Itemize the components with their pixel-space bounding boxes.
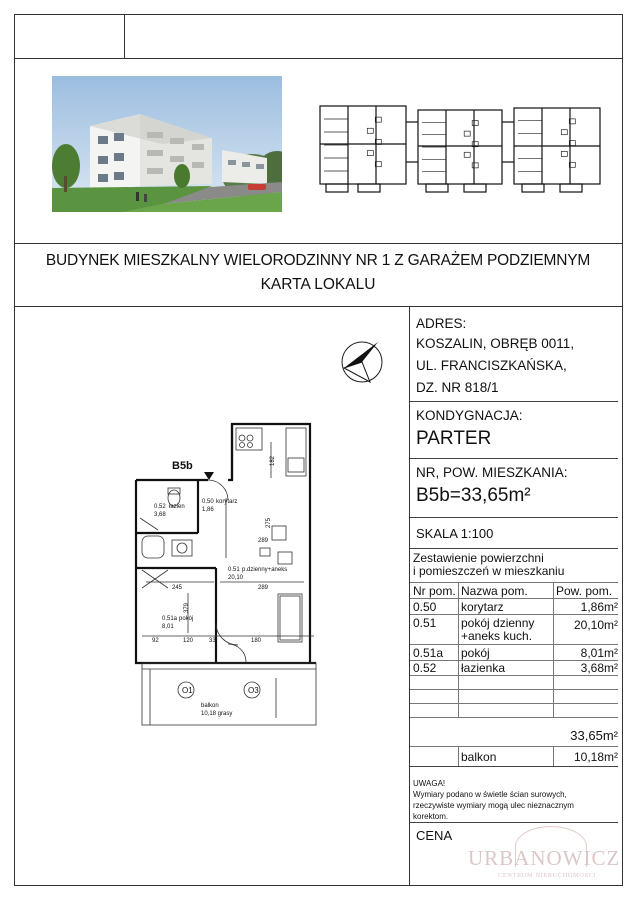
plan-room-051a-no: 0.51a <box>162 616 178 622</box>
plan-dim-1: 245 <box>172 585 183 591</box>
apartment-label: NR, POW. MIESZKANIA: <box>416 465 568 480</box>
row-4-no: 0.52 <box>413 661 437 675</box>
balcony-area: 10,18m² <box>573 750 618 764</box>
balcony-col-sep-1 <box>458 746 459 766</box>
info-column-divider <box>409 306 410 885</box>
empty-row-3 <box>410 717 618 718</box>
col-sep-2 <box>553 582 554 717</box>
row-2-divider <box>410 644 618 645</box>
floor-value: PARTER <box>416 428 492 449</box>
watermark-subtext: CENTRUM NIERUCHOMOŚCI <box>498 872 597 879</box>
balcony-label: balkon <box>461 750 497 764</box>
frame-right <box>622 14 623 886</box>
document-title: BUDYNEK MIESZKALNY WIELORODZINNY NR 1 Z GARAŻEM PODZIEMNYM <box>45 252 591 269</box>
floor-label: KONDYGNACJA: <box>416 408 523 423</box>
divider-scale <box>410 548 618 549</box>
note-line-2: rzeczywiste wymiary mogą ulec nieznacznym <box>413 801 574 810</box>
row-4-name: łazienka <box>461 661 506 675</box>
plan-room-051a-area: 8,01 <box>162 624 174 630</box>
divider-address <box>410 401 618 402</box>
frame-bottom <box>14 885 623 886</box>
address-line-2: UL. FRANCISZKAŃSKA, <box>416 358 567 373</box>
plan-dim-9: 275 <box>266 517 273 529</box>
plan-room-051a-name: pokój <box>179 616 194 622</box>
note-label: UWAGA! <box>413 779 446 788</box>
summary-heading-2: i pomieszczeń w mieszkaniu <box>413 564 565 578</box>
top-strip-cell-divider <box>124 14 125 58</box>
plan-dim-6: 180 <box>251 638 262 644</box>
plan-dim-10: 182 <box>270 455 277 467</box>
row-4-area: 3,68m² <box>580 661 618 675</box>
plan-room-052-area: 3,68 <box>154 512 166 518</box>
title-band-bottom <box>14 306 623 307</box>
summary-header-top <box>410 582 618 583</box>
summary-header-bottom <box>410 598 618 599</box>
plan-room-050-name: korytarz <box>216 499 238 505</box>
col-sep-1 <box>458 582 459 717</box>
balcony-divider <box>410 766 618 767</box>
building-rendering-image <box>52 76 282 212</box>
price-label: CENA <box>416 828 453 843</box>
total-area: 33,65m² <box>570 728 618 743</box>
plan-marker-o1: O1 <box>182 686 193 695</box>
plan-balcony-name: balkon <box>201 703 219 709</box>
plan-unit-label: B5b <box>172 460 193 472</box>
scale-label: SKALA 1:100 <box>416 526 494 541</box>
row-1-name: korytarz <box>461 600 504 614</box>
summary-heading-1: Zestawienie powierzchni <box>413 551 544 565</box>
divider-apartment <box>410 517 618 518</box>
balcony-col-sep-2 <box>553 746 554 766</box>
apartment-value: B5b=33,65m² <box>416 485 531 506</box>
plan-balcony-area: 10,18 grasy <box>201 711 233 717</box>
total-divider <box>410 746 618 747</box>
row-1-divider <box>410 614 618 615</box>
col-header-name: Nazwa pom. <box>461 584 528 598</box>
plan-room-051-name: p.dzienny+aneks <box>242 567 288 573</box>
frame-left <box>14 14 15 886</box>
row-4-divider <box>410 675 618 676</box>
plan-dim-7: 289 <box>258 538 269 544</box>
document-subtitle: KARTA LOKALU <box>260 276 376 293</box>
note-line-3: korektom. <box>413 812 449 821</box>
row-2-name: pokój dzienny <box>461 616 535 630</box>
plan-dim-5: 33 <box>209 638 216 644</box>
plan-room-052-name: łazien <box>169 504 185 510</box>
north-arrow-icon <box>340 340 384 384</box>
row-3-area: 8,01m² <box>580 646 618 660</box>
col-header-no: Nr pom. <box>413 584 456 598</box>
watermark-text: URBANOWICZ <box>468 846 621 870</box>
plan-room-052-no: 0.52 <box>154 504 166 510</box>
plan-dim-2: 289 <box>258 585 269 591</box>
row-2-area: 20,10m² <box>573 618 618 632</box>
empty-row-1 <box>410 689 618 690</box>
note-line-1: Wymiary podano w świetle ścian surowych, <box>413 790 567 799</box>
row-3-no: 0.51a <box>413 646 444 660</box>
divider-floor <box>410 458 618 459</box>
address-line-1: KOSZALIN, OBRĘB 0011, <box>416 336 575 351</box>
plan-room-050-no: 0.50 <box>202 499 214 505</box>
title-band-top <box>14 243 623 244</box>
row-1-no: 0.50 <box>413 600 437 614</box>
note-divider <box>410 822 618 823</box>
plan-room-051-no: 0.51 <box>228 567 240 573</box>
plan-dim-8: 379 <box>184 602 191 614</box>
plan-room-050-area: 1,86 <box>202 507 214 513</box>
row-3-name: pokój <box>461 646 490 660</box>
empty-row-2 <box>410 703 618 704</box>
col-header-area: Pow. pom. <box>556 584 613 598</box>
row-2-name-cont: +aneks kuch. <box>461 629 533 643</box>
top-strip-divider <box>14 58 623 59</box>
address-line-3: DZ. NR 818/1 <box>416 380 499 395</box>
row-2-no: 0.51 <box>413 616 437 630</box>
plan-room-051-area: 20,10 <box>228 575 244 581</box>
plan-marker-o3: O3 <box>248 686 259 695</box>
plan-dim-4: 120 <box>183 638 194 644</box>
address-label: ADRES: <box>416 316 467 331</box>
row-1-area: 1,86m² <box>580 600 618 614</box>
building-floor-plan-overview <box>318 102 612 194</box>
plan-dim-3: 92 <box>152 638 159 644</box>
frame-top <box>14 14 623 15</box>
